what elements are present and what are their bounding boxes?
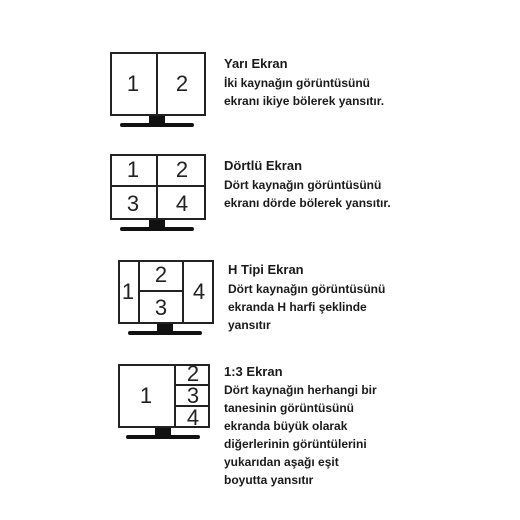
cell-3: 3 <box>176 386 210 407</box>
cell-4: 4 <box>175 190 189 216</box>
monitor-base <box>128 331 202 335</box>
cell-4: 4 <box>192 279 206 304</box>
cell-3: 3 <box>140 292 184 324</box>
section-description: Dört kaynağın görüntüsünü ekranda H harfi şeklinde yansıtır <box>228 282 386 332</box>
monitor-base <box>120 123 194 127</box>
monitor-base <box>126 435 200 439</box>
cell-2: 2 <box>176 364 210 386</box>
section-description: İki kaynağın görüntüsünü ekranı ikiye bölerek yansıtır. <box>224 76 385 108</box>
section-description: Dört kaynağın görüntüsünü ekranı dörde bölerek yansıtır. <box>224 178 391 210</box>
section-title: H Tipi Ekran <box>228 262 304 277</box>
cell-3: 3 <box>110 187 158 220</box>
section-title: Yarı Ekran <box>224 56 288 71</box>
cell-2: 2 <box>175 71 189 96</box>
screen-area <box>110 52 206 116</box>
cell-2: 2 <box>140 260 184 292</box>
cell-4: 4 <box>186 404 200 430</box>
cell-1: 1 <box>118 260 140 324</box>
monitor-base <box>120 227 194 231</box>
cell-1: 1 <box>110 52 158 116</box>
section-title: Dörtlü Ekran <box>224 158 303 173</box>
section-description: Dört kaynağın herhangi bir tanesinin görüntüsünü ekranda büyük olarak diğerlerinin görüntülerini yukarıdan aşağı eşit boyutta yansıtır <box>224 383 377 487</box>
cell-1: 1 <box>118 364 176 428</box>
section-title: 1:3 Ekran <box>224 364 283 379</box>
cell-1: 1 <box>110 154 158 187</box>
cell-2: 2 <box>158 154 206 187</box>
